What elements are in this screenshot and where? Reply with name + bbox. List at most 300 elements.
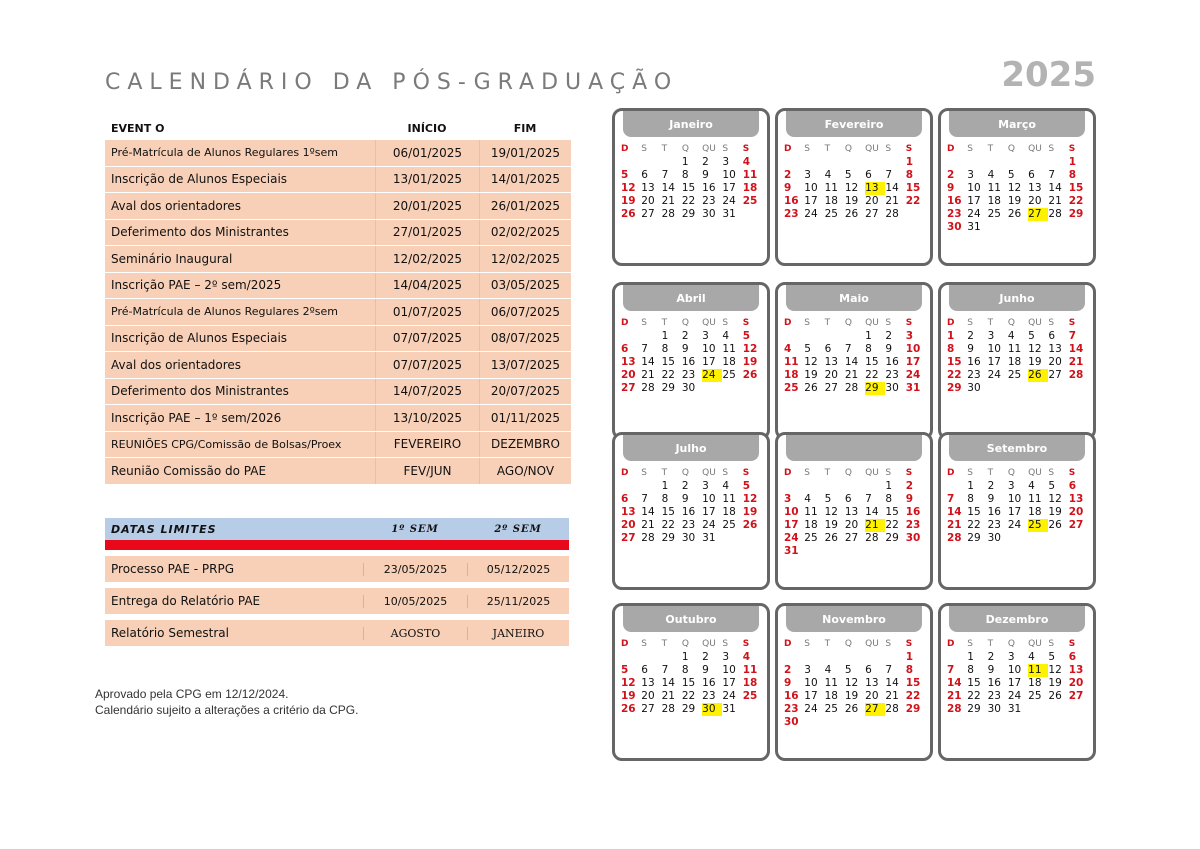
empty-cell [662, 651, 682, 664]
day-cell: 18 [824, 690, 838, 702]
weekday-label: S [967, 318, 973, 328]
day-cell: 28 [641, 532, 655, 544]
day-cell: 31 [905, 382, 921, 394]
day-cell: 5 [1048, 651, 1056, 663]
day-cell: 22 [967, 690, 981, 702]
day-cell: 22 [681, 690, 696, 702]
day-cell: 13 [641, 677, 655, 689]
event-end: 08/07/2025 [479, 326, 571, 352]
weekday-label: S [742, 144, 750, 154]
events-header [105, 116, 571, 140]
month-name: Abril [623, 285, 759, 311]
month-calendar [775, 432, 933, 590]
month-calendar [938, 282, 1096, 440]
weekday-label: S [905, 318, 913, 328]
day-cell: 30 [987, 703, 1001, 715]
day-cell: 25 [1007, 369, 1022, 381]
day-cell: 23 [681, 369, 696, 381]
day-cell: 28 [885, 208, 899, 220]
empty-cell [621, 651, 641, 664]
month-calendar [775, 282, 933, 440]
event-name: Inscrição de Alunos Especiais [111, 172, 288, 187]
empty-cell [621, 156, 641, 169]
day-cell: 3 [967, 169, 974, 181]
weekday-label: Q [681, 144, 689, 154]
weekday-label: S [905, 144, 913, 154]
day-cell: 15 [905, 677, 921, 689]
day-cell: 28 [844, 382, 859, 394]
day-cell: 12 [1048, 664, 1062, 676]
page-title: CALENDÁRIO DA PÓS-GRADUAÇÃO [105, 70, 679, 95]
limit-sem2: 05/12/2025 [467, 563, 569, 576]
empty-cell [845, 156, 865, 169]
day-cell: 5 [1028, 330, 1035, 342]
day-cell: 3 [905, 330, 914, 342]
day-cell: 20 [1068, 677, 1084, 689]
empty-cell [641, 651, 661, 664]
empty-cell [1048, 156, 1068, 169]
month-name: Junho [949, 285, 1085, 311]
day-cell: 27 [1068, 690, 1084, 702]
day-cell: 15 [681, 182, 696, 194]
day-cell: 3 [1007, 651, 1015, 663]
day-cell: 18 [722, 356, 736, 368]
month-calendar [938, 432, 1096, 590]
day-cell: 8 [681, 169, 689, 181]
day-cell: 19 [844, 690, 859, 702]
day-cell: 9 [947, 182, 955, 194]
event-name: Deferimento dos Ministrantes [111, 384, 289, 399]
day-cell: 1 [681, 651, 689, 663]
day-cell: 11 [804, 506, 818, 518]
day-cell: 21 [885, 195, 899, 207]
event-end: DEZEMBRO [479, 432, 571, 458]
day-cell: 10 [1007, 493, 1022, 505]
weekday-label: S [885, 468, 892, 478]
day-cell: 24 [1007, 690, 1022, 702]
weekday-label: QU [865, 468, 879, 478]
weekday-label: S [804, 639, 810, 649]
weekday-label: T [824, 468, 831, 478]
month-calendar [612, 603, 770, 761]
day-cell: 3 [702, 330, 709, 342]
day-cell: 19 [844, 195, 859, 207]
weekday-label: Q [1007, 639, 1015, 649]
day-cell: 11 [722, 493, 736, 505]
day-cell: 10 [702, 343, 716, 355]
day-cell: 13 [1068, 664, 1084, 676]
day-cell: 1 [661, 480, 669, 492]
day-cell: 18 [1028, 506, 1042, 518]
empty-cell [641, 480, 661, 493]
weekday-label: S [905, 639, 913, 649]
day-cell: 15 [947, 356, 962, 368]
day-cell: 25 [784, 382, 799, 394]
weekday-label: S [722, 468, 729, 478]
day-cell: 19 [1048, 677, 1062, 689]
month-grid [621, 467, 763, 545]
day-cell: 15 [865, 356, 879, 368]
empty-cell [804, 330, 824, 343]
day-cell: 29 [661, 532, 675, 544]
month-grid [621, 317, 763, 395]
weekday-label: D [784, 639, 792, 649]
table-row [105, 352, 571, 379]
day-cell: 20 [824, 369, 838, 381]
day-cell: 16 [681, 506, 696, 518]
day-cell: 4 [824, 664, 832, 676]
day-cell: 24 [804, 208, 818, 220]
weekday-label: D [621, 468, 629, 478]
day-cell: 29 [885, 532, 899, 544]
day-cell: 16 [987, 506, 1001, 518]
day-cell: 10 [804, 677, 818, 689]
day-cell: 22 [681, 195, 696, 207]
day-cell: 26 [1028, 369, 1048, 382]
event-name: REUNIÕES CPG/Comissão de Bolsas/Proex [111, 437, 342, 451]
day-cell: 11 [1028, 664, 1048, 677]
day-cell: 25 [824, 208, 838, 220]
day-cell: 17 [987, 356, 1001, 368]
day-cell: 18 [742, 677, 758, 689]
day-cell: 24 [702, 369, 722, 382]
weekday-label: Q [844, 468, 852, 478]
day-cell: 8 [661, 343, 669, 355]
header-start: INÍCIO [407, 121, 447, 135]
empty-cell [804, 480, 824, 493]
day-cell: 28 [641, 382, 655, 394]
weekday-label: D [621, 318, 629, 328]
header-end: FIM [513, 121, 537, 135]
day-cell: 3 [784, 493, 792, 505]
weekday-label: S [641, 468, 647, 478]
day-cell: 26 [824, 532, 838, 544]
day-cell: 6 [1048, 330, 1056, 342]
day-cell: 30 [885, 382, 899, 394]
day-cell: 18 [742, 182, 758, 194]
weekday-label: D [784, 468, 792, 478]
weekday-label: S [1048, 639, 1055, 649]
weekday-label: QU [865, 144, 879, 154]
day-cell: 29 [681, 703, 696, 715]
day-cell: 14 [947, 506, 962, 518]
month-name: Fevereiro [786, 111, 922, 137]
day-cell: 20 [1028, 195, 1042, 207]
weekday-label: Q [1007, 144, 1015, 154]
weekday-label: Q [681, 639, 689, 649]
table-row [105, 299, 571, 326]
empty-cell [825, 480, 845, 493]
day-cell: 15 [661, 356, 675, 368]
day-cell: 26 [844, 703, 859, 715]
day-cell: 21 [661, 690, 675, 702]
limit-name: Relatório Semestral [111, 626, 229, 640]
day-cell: 6 [865, 169, 872, 181]
day-cell: 30 [702, 703, 722, 716]
day-cell: 20 [865, 195, 879, 207]
day-cell: 12 [824, 506, 838, 518]
day-cell: 16 [784, 195, 799, 207]
day-cell: 21 [947, 519, 962, 531]
day-cell: 30 [681, 382, 696, 394]
event-name: Deferimento dos Ministrantes [111, 225, 289, 240]
day-cell: 16 [681, 356, 696, 368]
weekday-label: QU [702, 639, 716, 649]
day-cell: 13 [1048, 343, 1062, 355]
day-cell: 9 [885, 343, 893, 355]
event-name: Aval dos orientadores [111, 198, 242, 213]
empty-cell [845, 480, 865, 493]
day-cell: 3 [804, 169, 811, 181]
day-cell: 22 [661, 519, 675, 531]
empty-cell [804, 651, 824, 664]
month-calendar [612, 432, 770, 590]
event-end: 14/01/2025 [479, 167, 571, 193]
day-cell: 2 [905, 480, 914, 492]
event-start: 07/07/2025 [375, 326, 479, 352]
day-cell: 6 [641, 169, 648, 181]
weekday-label: S [967, 468, 973, 478]
day-cell: 20 [641, 195, 655, 207]
table-row [105, 405, 571, 432]
day-cell: 4 [742, 156, 751, 168]
day-cell: 29 [967, 703, 981, 715]
day-cell: 7 [641, 493, 648, 505]
weekday-label: D [621, 639, 629, 649]
day-cell: 1 [967, 651, 974, 663]
day-cell: 28 [885, 703, 899, 715]
day-cell: 17 [804, 690, 818, 702]
day-cell: 10 [905, 343, 921, 355]
weekday-label: Q [1007, 468, 1015, 478]
day-cell: 7 [661, 169, 669, 181]
day-cell: 13 [641, 182, 655, 194]
day-cell: 13 [844, 506, 859, 518]
event-end: 03/05/2025 [479, 273, 571, 299]
day-cell: 8 [967, 493, 974, 505]
day-cell: 18 [987, 195, 1001, 207]
day-cell: 29 [947, 382, 962, 394]
event-start: 20/01/2025 [375, 193, 479, 219]
weekday-label: T [987, 468, 994, 478]
day-cell: 1 [885, 480, 893, 492]
day-cell: 13 [621, 506, 636, 518]
day-cell: 24 [722, 195, 736, 207]
weekday-label: S [1048, 318, 1055, 328]
month-name: Janeiro [623, 111, 759, 137]
day-cell: 22 [1068, 195, 1084, 207]
event-start: 14/04/2025 [375, 273, 479, 299]
event-start: 07/07/2025 [375, 352, 479, 378]
weekday-label: Q [844, 144, 852, 154]
table-row [105, 458, 571, 485]
disclaimer-note: Calendário sujeito a alterações a critério da CPG. [95, 703, 359, 717]
day-cell: 17 [702, 356, 716, 368]
weekday-label: S [641, 144, 647, 154]
day-cell: 7 [885, 169, 893, 181]
weekday-label: T [661, 639, 668, 649]
weekday-label: S [722, 144, 729, 154]
weekday-label: S [742, 639, 750, 649]
day-cell: 18 [784, 369, 799, 381]
day-cell: 18 [1028, 677, 1042, 689]
day-cell: 16 [784, 690, 799, 702]
event-name: Pré-Matrícula de Alunos Regulares 2ºsem [111, 305, 338, 319]
day-cell: 26 [1048, 519, 1062, 531]
empty-cell [621, 480, 641, 493]
day-cell: 25 [742, 690, 758, 702]
weekday-label: S [1048, 468, 1055, 478]
day-cell: 1 [967, 480, 974, 492]
day-cell: 1 [865, 330, 872, 342]
day-cell: 8 [681, 664, 689, 676]
day-cell: 23 [784, 208, 799, 220]
day-cell: 2 [702, 651, 709, 663]
day-cell: 29 [905, 703, 921, 715]
day-cell: 1 [681, 156, 689, 168]
day-cell: 21 [661, 195, 675, 207]
day-cell: 19 [1028, 356, 1042, 368]
day-cell: 25 [722, 369, 736, 381]
day-cell: 6 [1028, 169, 1035, 181]
weekday-label: QU [865, 318, 879, 328]
month-grid [621, 638, 763, 716]
day-cell: 23 [885, 369, 899, 381]
empty-cell [947, 480, 967, 493]
weekday-label: S [905, 468, 913, 478]
day-cell: 10 [722, 169, 736, 181]
month-calendar [775, 603, 933, 761]
empty-cell [845, 651, 865, 664]
event-name: Seminário Inaugural [111, 251, 233, 266]
day-cell: 30 [947, 221, 962, 233]
day-cell: 12 [1007, 182, 1022, 194]
day-cell: 23 [947, 208, 962, 220]
day-cell: 13 [621, 356, 636, 368]
event-end: 02/02/2025 [479, 220, 571, 246]
day-cell: 17 [784, 519, 799, 531]
weekday-label: S [967, 144, 973, 154]
day-cell: 28 [947, 532, 962, 544]
day-cell: 27 [1068, 519, 1084, 531]
day-cell: 22 [967, 519, 981, 531]
day-cell: 16 [967, 356, 981, 368]
day-cell: 2 [784, 169, 792, 181]
empty-cell [662, 156, 682, 169]
day-cell: 19 [804, 369, 818, 381]
event-start: 27/01/2025 [375, 220, 479, 246]
weekday-label: D [784, 144, 792, 154]
empty-cell [865, 156, 885, 169]
day-cell: 24 [804, 703, 818, 715]
day-cell: 26 [742, 519, 758, 531]
limit-name: Processo PAE - PRPG [111, 562, 235, 576]
month-grid [947, 638, 1089, 716]
day-cell: 14 [844, 356, 859, 368]
weekday-label: S [804, 318, 810, 328]
day-cell: 4 [722, 330, 730, 342]
day-cell: 14 [661, 677, 675, 689]
day-cell: 21 [1068, 356, 1084, 368]
day-cell: 12 [621, 677, 636, 689]
approval-note: Aprovado pela CPG em 12/12/2024. [95, 687, 289, 701]
day-cell: 7 [947, 664, 955, 676]
day-cell: 7 [661, 664, 669, 676]
day-cell: 22 [885, 519, 899, 531]
weekday-label: S [1068, 639, 1076, 649]
day-cell: 15 [967, 677, 981, 689]
header-event: EVENT O [111, 121, 165, 135]
day-cell: 3 [1007, 480, 1015, 492]
day-cell: 25 [987, 208, 1001, 220]
day-cell: 10 [804, 182, 818, 194]
day-cell: 30 [967, 382, 981, 394]
day-cell: 28 [661, 208, 675, 220]
day-cell: 9 [987, 664, 995, 676]
day-cell: 5 [1007, 169, 1015, 181]
day-cell: 6 [844, 493, 852, 505]
day-cell: 11 [722, 343, 736, 355]
month-grid [784, 467, 926, 558]
day-cell: 24 [905, 369, 921, 381]
day-cell: 16 [987, 677, 1001, 689]
month-name [786, 435, 922, 461]
empty-cell [885, 651, 905, 664]
day-cell: 21 [865, 519, 885, 532]
day-cell: 19 [1048, 506, 1062, 518]
day-cell: 4 [804, 493, 811, 505]
table-row [105, 432, 571, 459]
day-cell: 9 [967, 343, 974, 355]
day-cell: 30 [905, 532, 921, 544]
month-grid [947, 317, 1089, 395]
day-cell: 14 [661, 182, 675, 194]
empty-cell [825, 330, 845, 343]
day-cell: 4 [722, 480, 730, 492]
event-name: Inscrição PAE – 2º sem/2025 [111, 278, 282, 293]
event-name: Inscrição PAE – 1º sem/2026 [111, 410, 282, 425]
empty-cell [885, 156, 905, 169]
weekday-label: S [1068, 144, 1076, 154]
day-cell: 25 [1028, 519, 1048, 532]
day-cell: 2 [702, 156, 709, 168]
day-cell: 26 [621, 703, 636, 715]
day-cell: 2 [987, 651, 995, 663]
day-cell: 11 [987, 182, 1001, 194]
month-calendar [612, 108, 770, 266]
day-cell: 4 [742, 651, 751, 663]
day-cell: 2 [681, 330, 689, 342]
day-cell: 24 [702, 519, 716, 531]
day-cell: 31 [702, 532, 716, 544]
day-cell: 7 [865, 493, 872, 505]
day-cell: 8 [967, 664, 974, 676]
day-cell: 10 [722, 664, 736, 676]
month-name: Março [949, 111, 1085, 137]
month-grid [947, 143, 1089, 234]
day-cell: 19 [742, 356, 758, 368]
day-cell: 2 [885, 330, 893, 342]
day-cell: 31 [967, 221, 981, 233]
event-end: AGO/NOV [479, 458, 571, 484]
day-cell: 17 [722, 182, 736, 194]
day-cell: 23 [987, 519, 1001, 531]
month-calendar [775, 108, 933, 266]
day-cell: 7 [885, 664, 893, 676]
day-cell: 23 [784, 703, 799, 715]
day-cell: 4 [1007, 330, 1015, 342]
weekday-label: D [947, 318, 955, 328]
